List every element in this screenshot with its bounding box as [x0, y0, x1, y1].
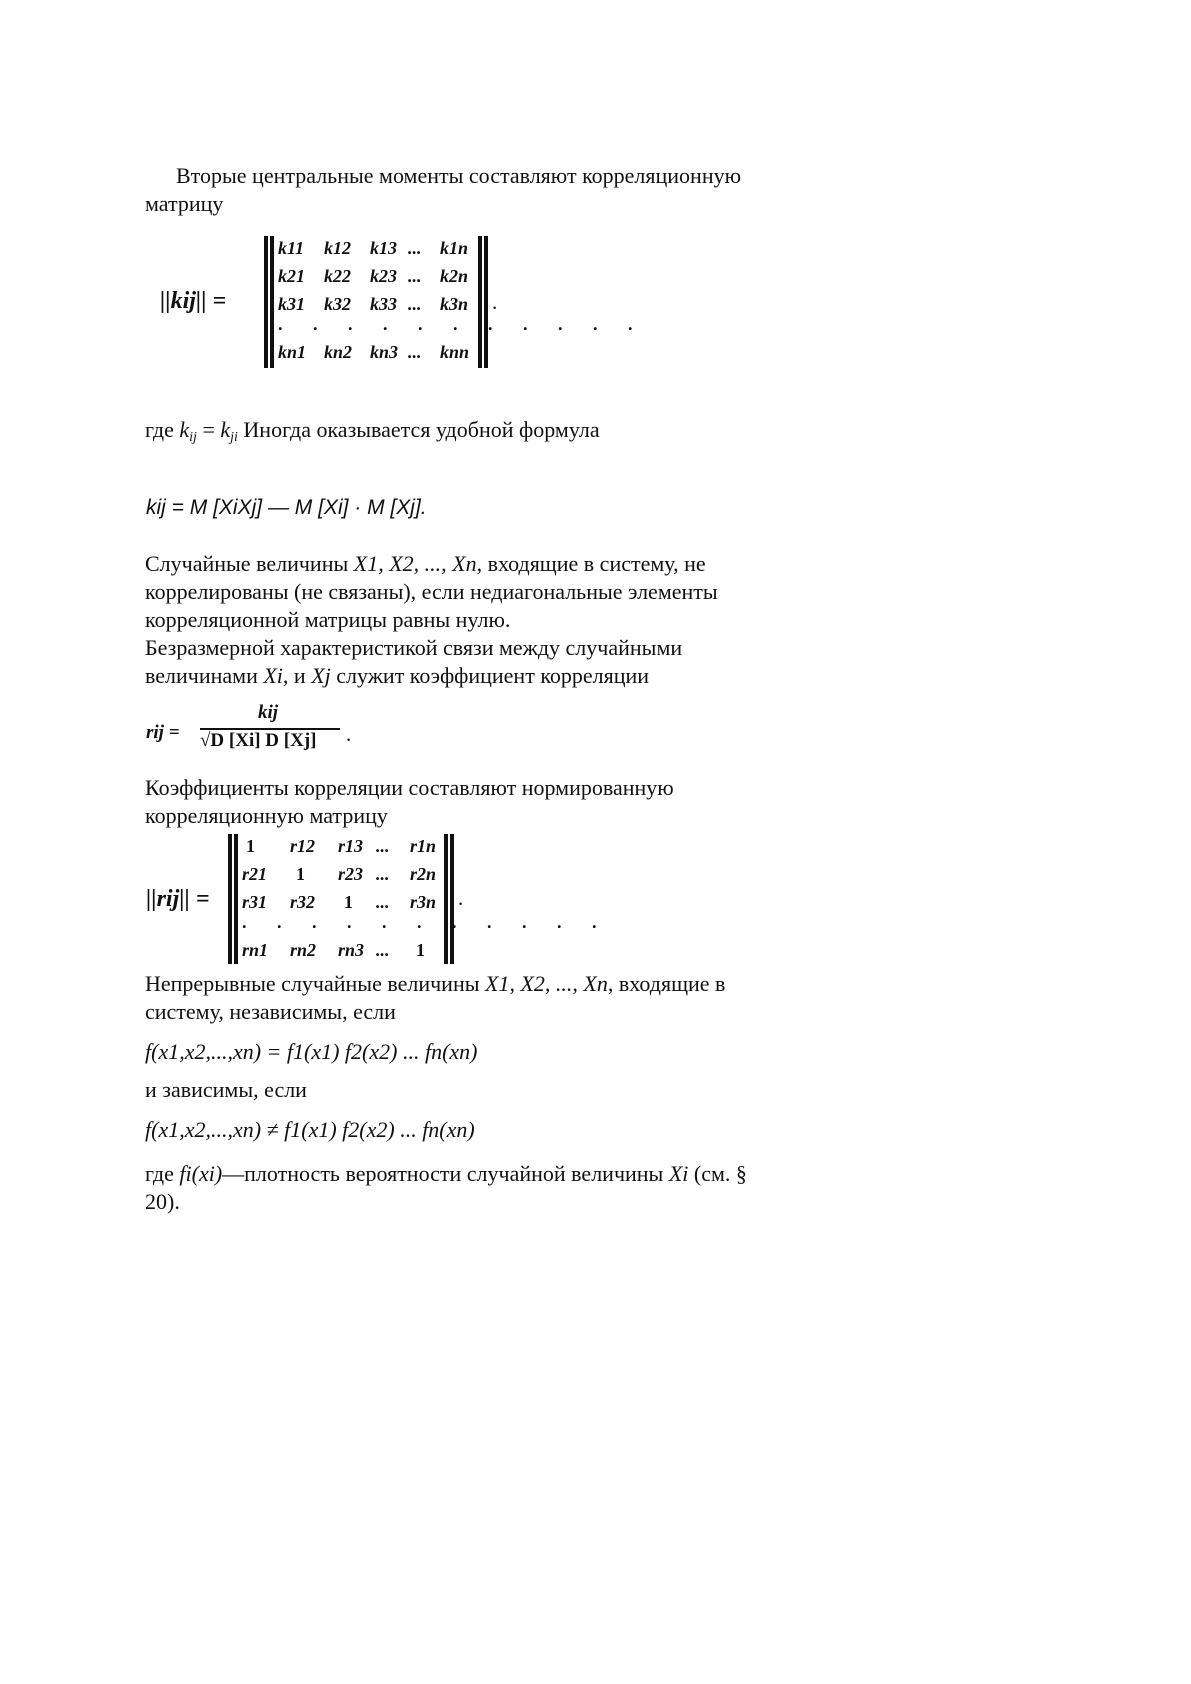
- correlation-denominator: √D [Xi] D [Xj]: [200, 730, 317, 751]
- matrix-right-bar-outer: [450, 834, 454, 964]
- matrix-dots-row: . . . . . . . . . . .: [242, 912, 610, 932]
- math-subscript: ij: [189, 430, 197, 445]
- text-span: —плотность вероятности случайной величины: [222, 1161, 669, 1186]
- matrix-cell: k32: [324, 294, 351, 314]
- matrix-cell: r13: [338, 836, 364, 856]
- matrix-right-bar-inner: [444, 834, 448, 964]
- matrix-cell: k21: [278, 266, 305, 286]
- math-inline: X1, X2, ..., Xn: [353, 551, 477, 576]
- matrix-cell: rn2: [290, 940, 317, 960]
- matrix-cell: r1n: [410, 836, 437, 856]
- matrix-cell: r23: [338, 864, 364, 884]
- matrix-cell: ...: [408, 266, 422, 286]
- matrix-cell: 1: [246, 836, 255, 856]
- math-inline: fi(xi): [179, 1161, 223, 1186]
- matrix-cell: ...: [376, 836, 390, 856]
- paragraph-5-line-1: Коэффициенты корреляции составляют нормированную: [145, 775, 674, 800]
- matrix-cell: r31: [242, 892, 268, 912]
- matrix-right-bar-inner: [478, 236, 482, 368]
- paragraph-8-line-1: [145, 1160, 747, 1188]
- matrix-cell: k23: [370, 266, 397, 286]
- matrix-cell: kn3: [370, 342, 399, 362]
- paragraph-4-line-1: Безразмерной характеристикой связи между случайными: [145, 635, 683, 660]
- matrix-cell: k13: [370, 238, 397, 258]
- matrix-cell: kn1: [278, 342, 307, 362]
- matrix-cell: k3n: [440, 294, 469, 314]
- formula-period: .: [346, 722, 352, 746]
- matrix-left-bar-outer: [228, 834, 232, 964]
- text-span: (см. §: [688, 1161, 747, 1186]
- matrix-cell: k11: [278, 238, 305, 258]
- dependence-equation: f(x1,x2,...,xn) ≠ f1(x1) f2(x2) ... fn(xn): [145, 1117, 475, 1142]
- text-span: Случайные величины: [145, 551, 354, 576]
- text-span: где: [145, 1161, 180, 1186]
- paragraph-6-line-2: систему, независимы, если: [145, 999, 396, 1024]
- matrix-cell: kn2: [324, 342, 353, 362]
- paragraph-1-line-2: матрицу: [145, 191, 224, 216]
- text-span: =: [196, 417, 221, 442]
- independence-equation: f(x1,x2,...,xn) = f1(x1) f2(x2) ... fn(xn): [145, 1039, 478, 1064]
- matrix-cell: k2n: [440, 266, 469, 286]
- math-inline: Xi: [263, 663, 283, 688]
- math-subscript: ji: [230, 430, 238, 445]
- matrix-cell: k22: [324, 266, 351, 286]
- matrix-cell: ...: [376, 864, 390, 884]
- math-inline: Xi: [668, 1161, 689, 1186]
- math-inline: Xj: [311, 663, 331, 688]
- text-span: , и: [282, 663, 312, 688]
- matrix-cell: k33: [370, 294, 397, 314]
- text-span: величинами: [145, 663, 264, 688]
- paragraph-8-line-2: 20).: [145, 1189, 180, 1214]
- paragraph-5-line-2: корреляционную матрицу: [145, 803, 388, 828]
- paragraph-7: и зависимы, если: [145, 1077, 307, 1102]
- text-span: , входящие в: [607, 971, 726, 996]
- text-span: Непрерывные случайные величины: [145, 971, 486, 996]
- matrix-cell: ...: [376, 940, 390, 960]
- paragraph-6-line-1: [145, 970, 725, 998]
- paragraph-1-line-1: Вторые центральные моменты составляют корреляционную: [176, 163, 742, 188]
- matrix-cell: 1: [344, 892, 353, 912]
- matrix-cell: k31: [278, 294, 305, 314]
- matrix-cell: k1n: [440, 238, 469, 258]
- matrix-cell: ...: [408, 342, 422, 362]
- covariance-formula: kij = M [XiXj] — M [Xi] · M [Xj].: [146, 496, 427, 519]
- correlation-matrix-label: ||rij|| =: [146, 886, 210, 912]
- text-span: , входящие в систему, не: [476, 551, 706, 576]
- paragraph-4-line-2: [145, 662, 649, 690]
- matrix-left-bar-inner: [270, 236, 274, 368]
- matrix-left-bar-outer: [264, 236, 268, 368]
- matrix-cell: 1: [296, 864, 305, 884]
- text-span: служит коэффициент корреляции: [330, 663, 650, 688]
- matrix-cell: rn3: [338, 940, 365, 960]
- matrix-period: .: [492, 290, 498, 314]
- matrix-cell: r2n: [410, 864, 437, 884]
- matrix-dots-row: . . . . . . . . . . .: [278, 314, 646, 334]
- matrix-cell: rn1: [242, 940, 269, 960]
- matrix-cell: 1: [416, 940, 425, 960]
- math-symbol: k: [220, 417, 231, 442]
- math-symbol: k: [179, 417, 190, 442]
- text-span: Иногда оказывается удобной формула: [237, 417, 600, 442]
- matrix-cell: r32: [290, 892, 316, 912]
- matrix-cell: ...: [408, 238, 422, 258]
- matrix-right-bar-outer: [484, 236, 488, 368]
- math-inline: X1, X2, ..., Xn: [485, 971, 608, 996]
- matrix-left-bar-inner: [234, 834, 238, 964]
- paragraph-3-line-1: [145, 550, 706, 578]
- matrix-cell: r3n: [410, 892, 437, 912]
- matrix-period: .: [458, 886, 464, 910]
- paragraph-3-line-3: корреляционной матрицы равны нулю.: [145, 607, 511, 632]
- matrix-cell: r12: [290, 836, 316, 856]
- matrix-cell: ...: [408, 294, 422, 314]
- matrix-cell: ...: [376, 892, 390, 912]
- matrix-cell: knn: [440, 342, 470, 362]
- covariance-matrix-label: ||kij|| =: [160, 288, 227, 314]
- paragraph-2: [145, 416, 600, 444]
- correlation-numerator: kij: [258, 702, 279, 723]
- text-span: где: [145, 417, 180, 442]
- paragraph-3-line-2: коррелированы (не связаны), если недиагональные элементы: [145, 579, 718, 604]
- correlation-lhs: rij =: [146, 722, 180, 743]
- matrix-cell: k12: [324, 238, 351, 258]
- matrix-cell: r21: [242, 864, 268, 884]
